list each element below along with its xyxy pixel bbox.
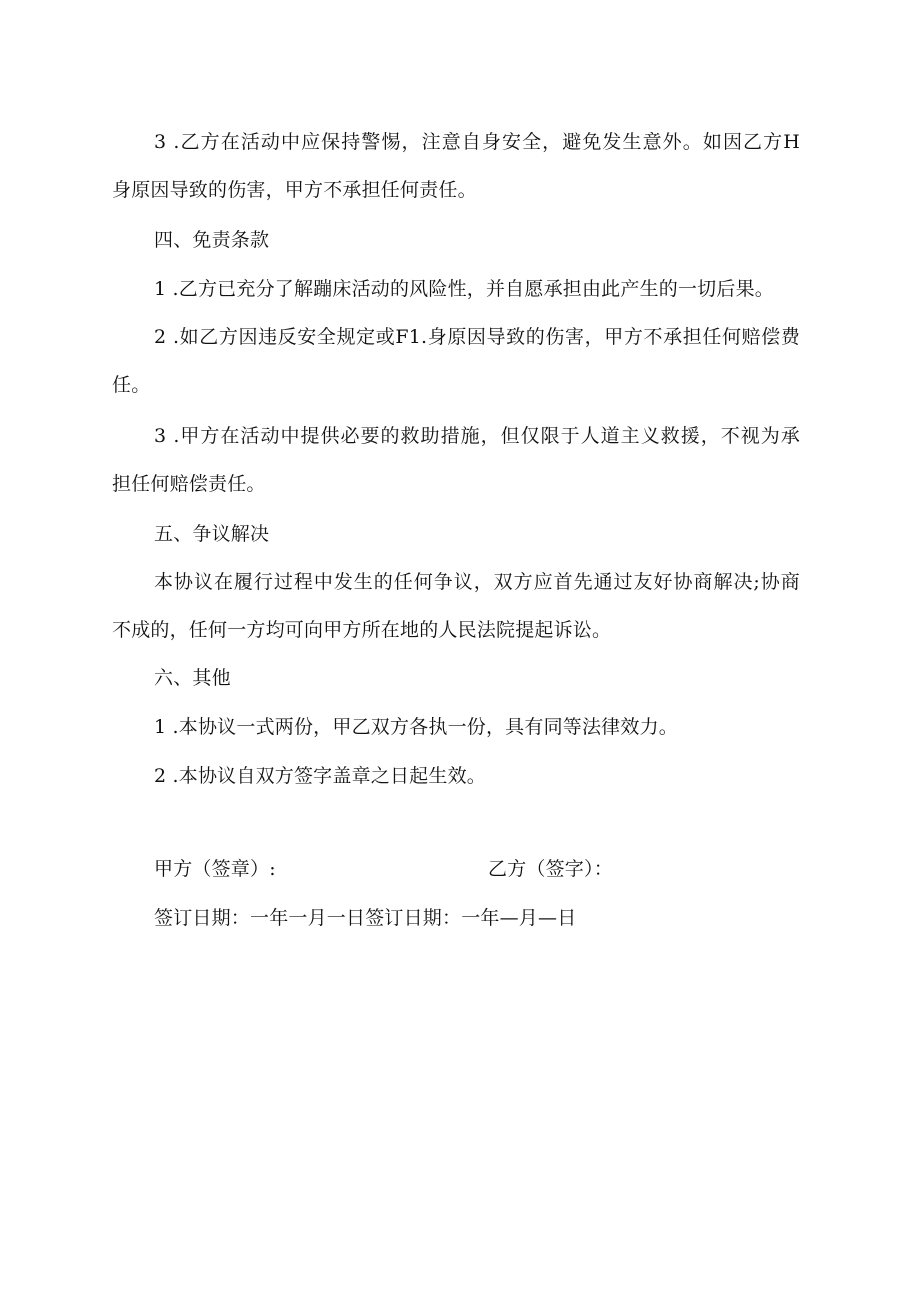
clause-4-3-line-1: 3 .甲方在活动中提供必要的救助措施，但仅限于人道主义救援，不视为承 <box>154 425 800 447</box>
clause-4-2-line-1: 2 .如乙方因违反安全规定或F1.身原因导致的伤害，甲方不承担任何赔偿费 <box>154 326 800 348</box>
clause-5-line-2: 不成的，任何一方均可向甲方所在地的人民法院提起诉讼。 <box>112 619 612 641</box>
clause-3-3-line-2: 身原因导致的伤害，甲方不承担任何责任。 <box>112 179 477 201</box>
party-a-signature-label: 甲方（签章）: <box>154 858 276 880</box>
party-b-signature-label: 乙方（签字）： <box>488 858 613 880</box>
clause-5-line-1: 本协议在履行过程中发生的任何争议，双方应首先通过友好协商解决;协商 <box>154 571 800 593</box>
section-heading-disclaimer: 四、免责条款 <box>154 229 270 251</box>
section-heading-other: 六、其他 <box>154 667 231 689</box>
clause-4-3-line-2: 担任何赔偿责任。 <box>112 473 266 495</box>
clause-4-1: 1 .乙方已充分了解蹦床活动的风险性，并自愿承担由此产生的一切后果。 <box>154 278 774 300</box>
section-heading-dispute: 五、争议解决 <box>154 523 270 545</box>
clause-4-2-line-2: 任。 <box>112 374 151 396</box>
clause-3-3-line-1: 3 .乙方在活动中应保持警惕，注意自身安全，避免发生意外。如因乙方H <box>154 131 800 153</box>
signing-date-line: 签订日期：一年一月一日签订日期：一年—月—日 <box>154 907 577 929</box>
clause-6-2: 2 .本协议自双方签字盖章之日起生效。 <box>154 765 486 787</box>
clause-6-1: 1 .本协议一式两份，甲乙双方各执一份，具有同等法律效力。 <box>154 716 678 738</box>
